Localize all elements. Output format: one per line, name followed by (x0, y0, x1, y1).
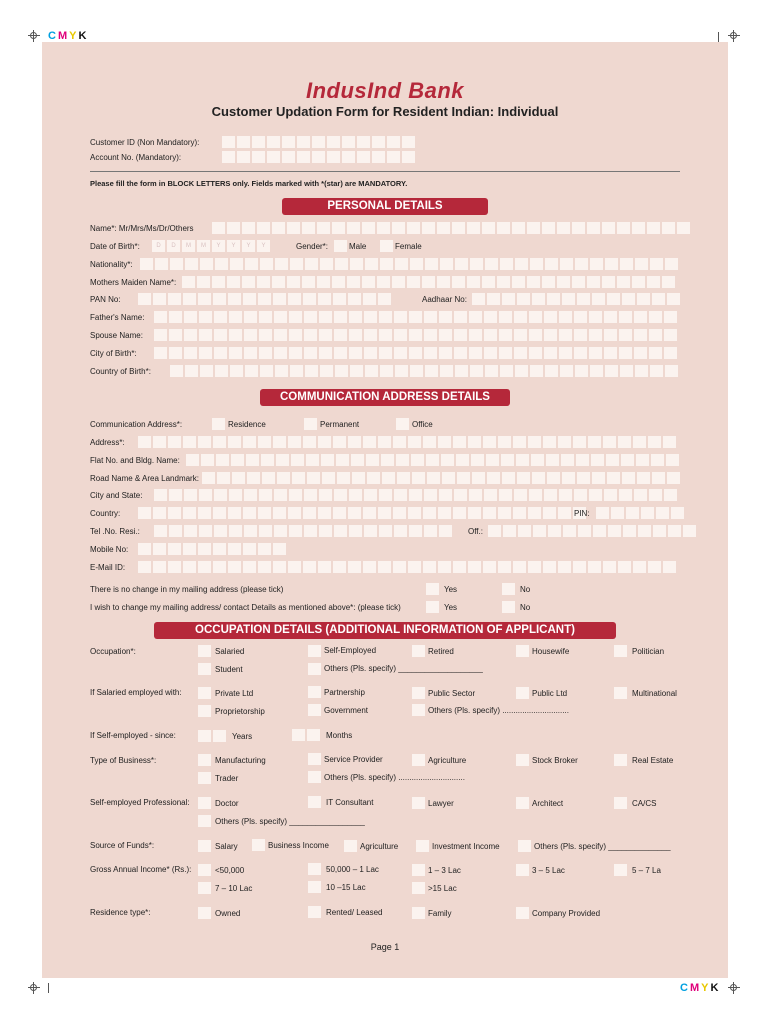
sal-multinational-label: Multinational (632, 689, 677, 698)
prof-architect-label: Architect (532, 799, 564, 808)
aadhaar-field[interactable] (472, 293, 680, 305)
country-field[interactable] (138, 507, 586, 519)
tel-resi-field[interactable] (154, 525, 452, 537)
prof-doctor-checkbox[interactable] (198, 797, 211, 809)
email-label: E-Mail ID: (90, 563, 126, 572)
source-of-funds-label: Source of Funds*: (90, 841, 155, 850)
country-label: Country: (90, 509, 121, 518)
inc-10-15lac-checkbox[interactable] (308, 881, 321, 893)
bus-others-checkbox[interactable] (308, 771, 321, 783)
residence-type-label: Residence type*: (90, 908, 151, 917)
inc-50k-1lac-label: 50,000 – 1 Lac (326, 865, 379, 874)
form-page (42, 42, 728, 978)
divider (90, 171, 680, 172)
fund-salary-label: Salary (215, 842, 238, 851)
inc-3-5lac-checkbox[interactable] (516, 864, 529, 876)
sal-partnership-label: Partnership (324, 688, 365, 697)
occ-salaried-label: Salaried (215, 647, 245, 656)
occ-politician-checkbox[interactable] (614, 645, 627, 657)
occ-housewife-label: Housewife (532, 647, 570, 656)
mothers-maiden-field[interactable] (182, 276, 675, 288)
country-of-birth-label: Country of Birth*: (90, 367, 151, 376)
flat-bldg-field[interactable] (186, 454, 679, 466)
male-label: Male (349, 242, 367, 251)
occ-others-checkbox[interactable] (308, 663, 321, 675)
section-occupation-details: OCCUPATION DETAILS (ADDITIONAL INFORMATION OF APPLICANT) (154, 622, 616, 639)
father-name-label: Father's Name: (90, 313, 145, 322)
bus-manufacturing-checkbox[interactable] (198, 754, 211, 766)
cmyk-marker: CMYK (680, 982, 721, 994)
inc-1-3lac-label: 1 – 3 Lac (428, 866, 461, 875)
crop-mark-icon (728, 982, 740, 994)
prof-it-consultant-checkbox[interactable] (308, 796, 321, 808)
city-state-field[interactable] (154, 489, 677, 501)
father-name-field[interactable] (154, 311, 677, 323)
female-label: Female (395, 242, 422, 251)
nationality-label: Nationality*: (90, 260, 133, 269)
page-number: Page 1 (370, 942, 400, 952)
mothers-maiden-label: Mothers Maiden Name*: (90, 278, 177, 287)
fund-agriculture-checkbox[interactable] (344, 840, 357, 852)
professional-label: Self-employed Professional: (90, 798, 190, 807)
inc-3-5lac-label: 3 – 5 Lac (532, 866, 565, 875)
sal-government-label: Government (324, 706, 369, 715)
name-label: Name*: Mr/Mrs/Ms/Dr/Others (90, 224, 194, 233)
bus-stock-broker-label: Stock Broker (532, 756, 578, 765)
res-owned-label: Owned (215, 909, 241, 918)
address-label: Address*: (90, 438, 125, 447)
fund-others-label[interactable]: Others (Pls. specify) ______________ (534, 842, 671, 851)
years-field[interactable] (198, 730, 226, 742)
office-checkbox[interactable] (396, 418, 409, 430)
occ-retired-label: Retired (428, 647, 454, 656)
inc-lt50k-label: <50,000 (215, 866, 245, 875)
form-title: Customer Updation Form for Resident Indian: Individual (211, 104, 559, 119)
permanent-checkbox[interactable] (304, 418, 317, 430)
inc-7-10lac-checkbox[interactable] (198, 882, 211, 894)
prof-it-consultant-label: IT Consultant (326, 798, 374, 807)
account-no-label: Account No. (Mandatory): (90, 153, 182, 162)
bus-real-estate-label: Real Estate (632, 756, 674, 765)
change-no-checkbox[interactable] (502, 601, 515, 613)
no-change-no-checkbox[interactable] (502, 583, 515, 595)
res-family-checkbox[interactable] (412, 907, 425, 919)
cmyk-marker: CMYK (48, 30, 89, 42)
tel-off-field[interactable] (488, 525, 696, 537)
bus-stock-broker-checkbox[interactable] (516, 754, 529, 766)
pin-label: PIN: (574, 509, 590, 518)
fund-salary-checkbox[interactable] (198, 840, 211, 852)
res-rented-label: Rented/ Leased (326, 908, 383, 917)
yes-label: Yes (444, 603, 458, 612)
tel-resi-label: Tel .No. Resi.: (90, 527, 140, 536)
account-no-field[interactable] (222, 151, 415, 163)
city-state-label: City and State: (90, 491, 143, 500)
res-owned-checkbox[interactable] (198, 907, 211, 919)
bus-trader-checkbox[interactable] (198, 772, 211, 784)
bus-others-label[interactable]: Others (Pls. specify) .............................. (324, 773, 465, 782)
sal-government-checkbox[interactable] (308, 704, 321, 716)
prof-others-checkbox[interactable] (198, 815, 211, 827)
road-landmark-label: Road Name & Area Landmark: (90, 474, 199, 483)
occ-self-employed-label: Self-Employed (324, 646, 377, 655)
instruction-note: Please fill the form in BLOCK LETTERS only. Fields marked with *(star) are MANDATORY. (90, 179, 408, 188)
spouse-name-label: Spouse Name: (90, 331, 143, 340)
change-yes-checkbox[interactable] (426, 601, 439, 613)
inc-5-7lac-label: 5 – 7 La (632, 866, 661, 875)
prof-ca-cs-checkbox[interactable] (614, 797, 627, 809)
mobile-label: Mobile No: (90, 545, 129, 554)
occupation-label: Occupation*: (90, 647, 136, 656)
res-family-label: Family (428, 909, 452, 918)
years-label: Years (232, 732, 253, 741)
pan-field[interactable] (138, 293, 391, 305)
sal-proprietorship-checkbox[interactable] (198, 705, 211, 717)
city-of-birth-field[interactable] (154, 347, 677, 359)
customer-id-label: Customer ID (Non Mandatory): (90, 138, 200, 147)
self-employed-since-label: If Self-employed - since: (90, 731, 176, 740)
bus-agriculture-checkbox[interactable] (412, 754, 425, 766)
no-change-yes-checkbox[interactable] (426, 583, 439, 595)
occ-student-label: Student (215, 665, 243, 674)
flat-bldg-label: Flat No. and Bldg. Name: (90, 456, 180, 465)
occ-self-employed-checkbox[interactable] (308, 645, 321, 657)
spouse-name-field[interactable] (154, 329, 677, 341)
sal-private-label: Private Ltd (215, 689, 254, 698)
sal-public-sector-checkbox[interactable] (412, 687, 425, 699)
mobile-field[interactable] (138, 543, 286, 555)
occ-politician-label: Politician (632, 647, 665, 656)
pan-label: PAN No: (90, 295, 121, 304)
prof-ca-cs-label: CA/CS (632, 799, 657, 808)
occ-salaried-checkbox[interactable] (198, 645, 211, 657)
road-landmark-field[interactable] (202, 472, 680, 484)
sal-partnership-checkbox[interactable] (308, 686, 321, 698)
sal-public-ltd-label: Public Ltd (532, 689, 568, 698)
country-of-birth-field[interactable] (170, 365, 678, 377)
sal-others-checkbox[interactable] (412, 704, 425, 716)
salaried-with-label: If Salaried employed with: (90, 688, 182, 697)
res-company-label: Company Provided (532, 909, 601, 918)
office-label: Office (412, 420, 433, 429)
occ-student-checkbox[interactable] (198, 663, 211, 675)
res-rented-checkbox[interactable] (308, 906, 321, 918)
prof-architect-checkbox[interactable] (516, 797, 529, 809)
fund-agriculture-label: Agriculture (360, 842, 399, 851)
city-of-birth-label: City of Birth*: (90, 349, 137, 358)
inc-1-3lac-checkbox[interactable] (412, 864, 425, 876)
fund-investment-label: Investment Income (432, 842, 500, 851)
sal-private-checkbox[interactable] (198, 687, 211, 699)
bus-service-label: Service Provider (324, 755, 383, 764)
gross-income-label: Gross Annual Income* (Rs.): (90, 865, 192, 874)
dob-label: Date of Birth*: (90, 242, 140, 251)
months-label: Months (326, 731, 353, 740)
business-type-label: Type of Business*: (90, 756, 157, 765)
no-label: No (520, 585, 531, 594)
residence-label: Residence (228, 420, 266, 429)
bus-real-estate-checkbox[interactable] (614, 754, 627, 766)
change-address-label: I wish to change my mailing address/ contact Details as mentioned above*: (please tick) (90, 603, 401, 612)
prof-doctor-label: Doctor (215, 799, 239, 808)
fund-business-checkbox[interactable] (252, 839, 265, 851)
nationality-field[interactable] (140, 258, 678, 270)
crop-mark-icon (28, 982, 40, 994)
pin-field[interactable] (596, 507, 684, 519)
fund-business-label: Business Income (268, 841, 329, 850)
prof-lawyer-checkbox[interactable] (412, 797, 425, 809)
sal-others-label[interactable]: Others (Pls. specify) .............................. (428, 706, 569, 715)
section-personal-details: PERSONAL DETAILS (282, 198, 488, 215)
inc-gt15lac-label: >15 Lac (428, 884, 457, 893)
crop-mark-icon (28, 30, 40, 42)
residence-checkbox[interactable] (212, 418, 225, 430)
occ-housewife-checkbox[interactable] (516, 645, 529, 657)
customer-id-field[interactable] (222, 136, 415, 148)
inc-50k-1lac-checkbox[interactable] (308, 863, 321, 875)
comm-address-label: Communication Address*: (90, 420, 183, 429)
occ-others-label[interactable]: Others (Pls. specify) ___________________ (324, 664, 483, 673)
fund-others-checkbox[interactable] (518, 840, 531, 852)
inc-lt50k-checkbox[interactable] (198, 864, 211, 876)
dob-field[interactable]: D D M M Y Y Y Y (152, 240, 270, 252)
gender-label: Gender*: (296, 242, 329, 251)
yes-label: Yes (444, 585, 458, 594)
bus-service-checkbox[interactable] (308, 753, 321, 765)
bank-logo: IndusInd Bank (305, 78, 465, 103)
prof-others-label[interactable]: Others (Pls. specify) _________________ (215, 817, 365, 826)
permanent-label: Permanent (320, 420, 360, 429)
section-communication-address: COMMUNICATION ADDRESS DETAILS (260, 389, 510, 406)
sal-public-sector-label: Public Sector (428, 689, 476, 698)
female-checkbox[interactable] (380, 240, 393, 252)
crop-tick (718, 32, 719, 42)
sal-multinational-checkbox[interactable] (614, 687, 627, 699)
prof-lawyer-label: Lawyer (428, 799, 454, 808)
bus-manufacturing-label: Manufacturing (215, 756, 266, 765)
res-company-checkbox[interactable] (516, 907, 529, 919)
bus-trader-label: Trader (215, 774, 239, 783)
address-field[interactable] (138, 436, 676, 448)
inc-5-7lac-checkbox[interactable] (614, 864, 627, 876)
months-field[interactable] (292, 729, 320, 741)
male-checkbox[interactable] (334, 240, 347, 252)
occ-retired-checkbox[interactable] (412, 645, 425, 657)
crop-tick (48, 983, 49, 993)
crop-mark-icon (728, 30, 740, 42)
inc-10-15lac-label: 10 –15 Lac (326, 883, 366, 892)
no-label: No (520, 603, 531, 612)
fund-investment-checkbox[interactable] (416, 840, 429, 852)
inc-gt15lac-checkbox[interactable] (412, 882, 425, 894)
bus-agriculture-label: Agriculture (428, 756, 467, 765)
email-field[interactable] (138, 561, 676, 573)
no-change-label: There is no change in my mailing address (please tick) (90, 585, 284, 594)
sal-proprietorship-label: Proprietorship (215, 707, 265, 716)
name-field[interactable] (212, 222, 690, 234)
tel-off-label: Off.: (468, 527, 483, 536)
sal-public-ltd-checkbox[interactable] (516, 687, 529, 699)
aadhaar-label: Aadhaar No: (422, 295, 467, 304)
inc-7-10lac-label: 7 – 10 Lac (215, 884, 253, 893)
